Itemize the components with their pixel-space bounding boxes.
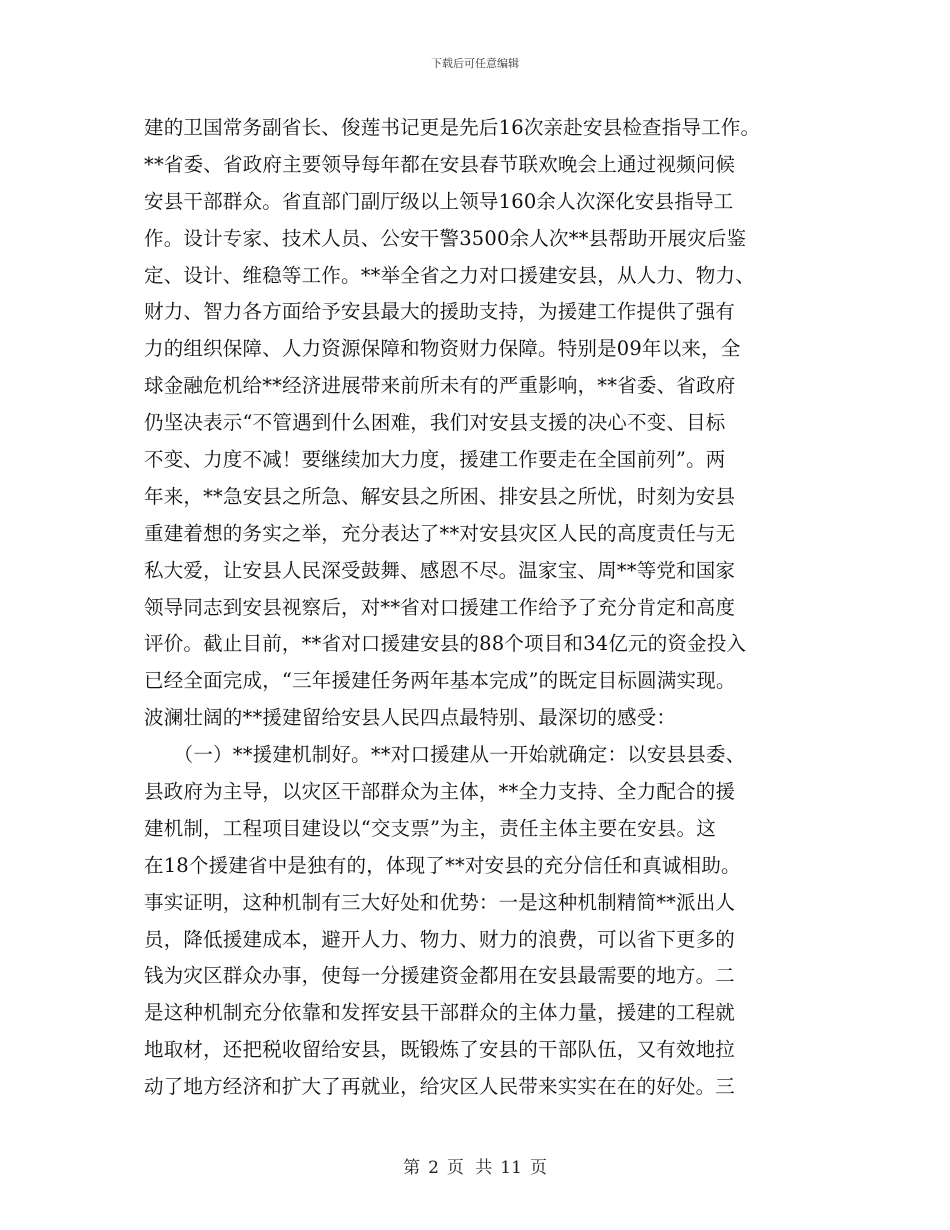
footer-page-number: 2 (428, 1158, 439, 1178)
footer-suffix: 页 (529, 1158, 547, 1178)
page-footer (0, 1153, 950, 1178)
text-line: 不变、力度不减！要继续加大力度，援建工作要走在全国前列”。两 (144, 448, 726, 472)
text-line: 动了地方经济和扩大了再就业，给灾区人民带来实实在在的好处。三 (144, 1075, 736, 1099)
footer-middle: 页 共 (446, 1158, 493, 1178)
text-line: 是这种机制充分依靠和发挥安县干部群众的主体力量，援建的工程就 (144, 1001, 736, 1025)
text-line: 事实证明，这种机制有三大好处和优势：一是这种机制精简**派出人 (144, 890, 736, 914)
text-line: 财力、智力各方面给予安县最大的援助支持，为援建工作提供了强有 (144, 300, 736, 324)
body-text (144, 110, 804, 1106)
text-line: 私大爱，让安县人民深受鼓舞、感恩不尽。温家宝、周**等党和国家 (144, 558, 736, 582)
text-line: 县政府为主导，以灾区干部群众为主体，**全力支持、全力配合的援 (144, 780, 736, 804)
text-line: 在18个援建省中是独有的，体现了**对安县的充分信任和真诚相助。 (144, 853, 741, 877)
text-line: 员，降低援建成本，避开人力、物力、财力的浪费，可以省下更多的 (144, 927, 736, 951)
text-line: 波澜壮阔的**援建留给安县人民四点最特别、最深切的感受： (144, 706, 677, 730)
text-line: 钱为灾区群众办事，使每一分援建资金都用在安县最需要的地方。二 (144, 964, 736, 988)
text-line: 球金融危机给**经济进展带来前所未有的严重影响，**省委、省政府 (144, 374, 736, 398)
text-line: 力的组织保障、人力资源保障和物资财力保障。特别是09年以来，全 (144, 337, 741, 361)
page-header: 下载后可任意编辑 (431, 57, 519, 70)
footer-prefix: 第 (403, 1158, 421, 1178)
text-line: 安县干部群众。省直部门副厅级以上领导160余人次深化安县指导工 (144, 189, 734, 213)
footer-total-pages: 11 (500, 1158, 522, 1178)
text-line: 地取材，还把税收留给安县，既锻炼了安县的干部队伍，又有效地拉 (144, 1038, 736, 1062)
text-line: 作。设计专家、技术人员、公安干警3500余人次**县帮助开展灾后鉴 (144, 226, 747, 250)
text-line: **省委、省政府主要领导每年都在安县春节联欢晚会上通过视频问候 (144, 152, 736, 176)
text-line: 建机制，工程项目建设以“交支票”为主，责任主体主要在安县。这 (144, 816, 716, 840)
text-line: 年来，**急安县之所急、解安县之所困、排安县之所忧，时刻为安县 (144, 484, 736, 508)
text-line: 已经全面完成，“三年援建任务两年基本完成”的既定目标圆满实现。 (144, 669, 736, 693)
text-line: 仍坚决表示“不管遇到什么困难，我们对安县支援的决心不变、目标 (144, 411, 726, 435)
text-line: 建的卫国常务副省长、俊莲书记更是先后16次亲赴安县检查指导工作。 (144, 116, 761, 139)
text-line: （一）**援建机制好。**对口援建从一开始就确定：以安县县委、 (144, 743, 746, 767)
text-line: 定、设计、维稳等工作。**举全省之力对口援建安县，从人力、物力、 (144, 263, 755, 287)
text-line: 领导同志到安县视察后，对**省对口援建工作给予了充分肯定和高度 (144, 595, 736, 619)
text-line: 评价。截止目前，**省对口援建安县的88个项目和34亿元的资金投入 (144, 632, 747, 656)
text-line: 重建着想的务实之举，充分表达了**对安县灾区人民的高度责任与无 (144, 521, 736, 545)
